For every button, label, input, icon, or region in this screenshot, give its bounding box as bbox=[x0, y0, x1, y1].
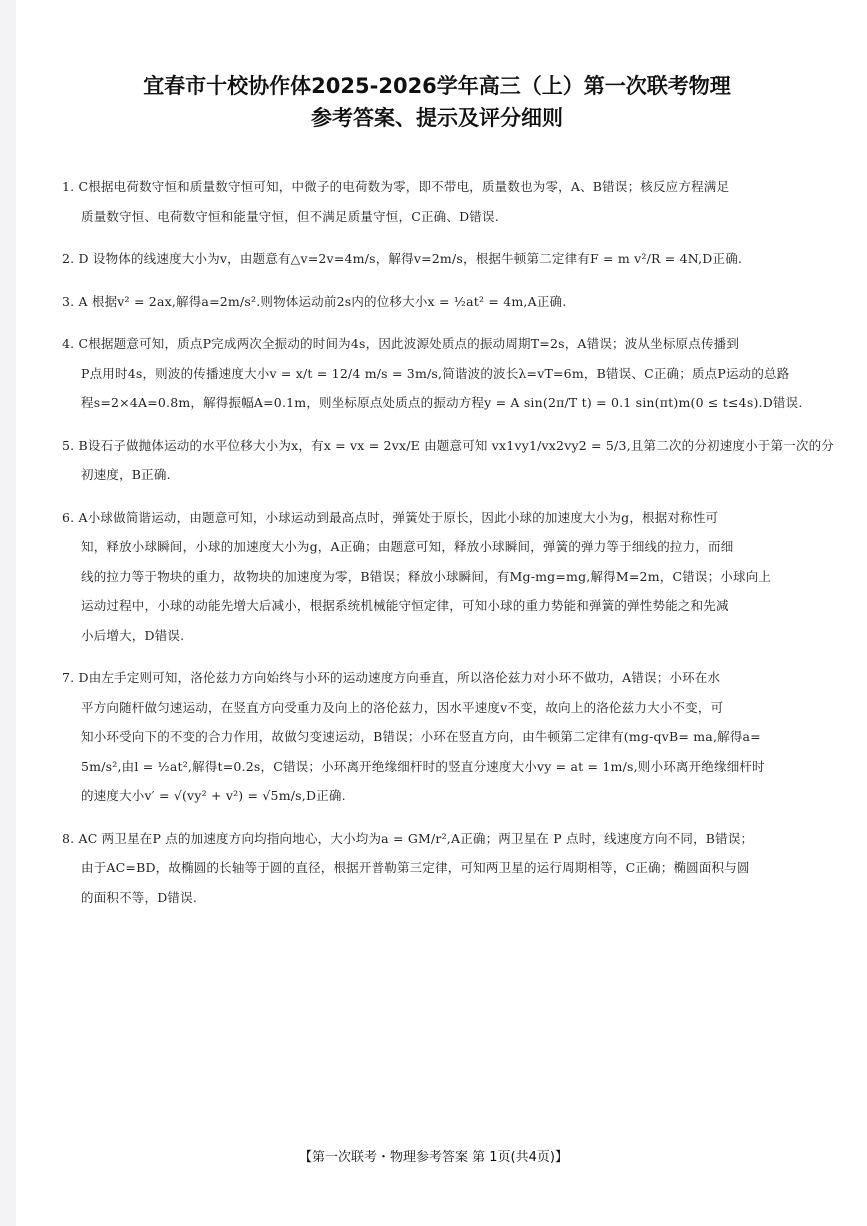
answer-line: 运动过程中，小球的动能先增大后减小，根据系统机械能守恒定律，可知小球的重力势能和弹簧的弹性势能之和先减 bbox=[81, 598, 729, 613]
answer-line: 初速度，B正确. bbox=[81, 467, 171, 482]
answer-line: 7. D由左手定则可知，洛伦兹力方向始终与小环的运动速度方向垂直，所以洛伦兹力对小环不做功，A错误；小环在水 bbox=[62, 670, 721, 685]
answer-item bbox=[62, 431, 834, 490]
answer-item bbox=[62, 287, 812, 317]
answer-line: 4. C根据题意可知，质点P完成两次全振动的时间为4s，因此波源处质点的振动周期T=2s，A错误；波从坐标原点传播到 bbox=[62, 336, 740, 351]
answer-line: 的速度大小v′ = √(vy² + v²) = √5m/s,D正确. bbox=[81, 788, 346, 803]
title-line-2: 参考答案、提示及评分细则 bbox=[311, 106, 563, 130]
answer-line: 小后增大，D错误. bbox=[81, 627, 185, 643]
answer-document bbox=[62, 70, 834, 925]
answer-line: 1. C根据电荷数守恒和质量数守恒可知，中微子的电荷数为零，即不带电，质量数也为零，A、B错误；核反应方程满足 bbox=[62, 179, 730, 194]
answer-line: 6. A小球做简谐运动，由题意可知，小球运动到最高点时，弹簧处于原长，因此小球的加速度大小为g，根据对称性可 bbox=[62, 509, 719, 525]
answer-line: 线的拉力等于物块的重力，故物块的加速度为零，B错误；释放小球瞬间，有Mg-mg=mg,解得M=2m，C错误；小球向上 bbox=[81, 568, 772, 584]
page-footer: 【第一次联考・物理参考答案 第 1页(共4页)】 bbox=[299, 1150, 568, 1165]
answer-line: 8. AC 两卫星在P 点的加速度方向均指向地心，大小均为a = GM/r²,A正确；两卫星在 P 点时，线速度方向不同，B错误； bbox=[62, 830, 754, 846]
answer-line: 5m/s²,由l = ½at²,解得t=0.2s，C错误；小环离开绝缘细杆时的竖直分速度大小vy = at = 1m/s,则小环离开绝缘细杆时 bbox=[81, 758, 765, 774]
title-line-1: 宜春市十校协作体2025-2026学年高三（上）第一次联考物理 bbox=[143, 74, 731, 98]
answer-line: 由于AC=BD，故椭圆的长轴等于圆的直径，根据开普勒第三定律，可知两卫星的运行周期相等，C正确；椭圆面积与圆 bbox=[81, 860, 750, 875]
answer-line: P点用时4s，则波的传播速度大小v = x/t = 12/4 m/s = 3m/s,简谐波的波长λ=vT=6m，B错误、C正确；质点P运动的总路 bbox=[81, 365, 790, 381]
answer-item bbox=[62, 244, 812, 274]
page-margin-strip bbox=[0, 0, 16, 1226]
answer-item bbox=[62, 329, 812, 418]
answer-line: 5. B设石子做抛体运动的水平位移大小为x，有x = vx = 2vx/E 由题意可知 vx1vy1/vx2vy2 = 5/3,且第二次的分初速度小于第一次的分 bbox=[62, 437, 834, 453]
answer-list bbox=[62, 172, 834, 912]
answer-item bbox=[62, 824, 812, 913]
answer-item bbox=[62, 172, 812, 231]
answer-line: 平方向随杆做匀速运动，在竖直方向受重力及向上的洛伦兹力，因水平速度v不变，故向上的洛伦兹力大小不变，可 bbox=[81, 699, 724, 715]
answer-line: 3. A 根据v² = 2ax,解得a=2m/s².则物体运动前2s内的位移大小x = ½at² = 4m,A正确. bbox=[62, 293, 567, 309]
answer-line: 程s=2×4A=0.8m，解得振幅A=0.1m，则坐标原点处质点的振动方程y = A sin(2π/T t) = 0.1 sin(πt)m(0 ≤ t≤4s).D错误. bbox=[81, 395, 803, 410]
answer-line: 质量数守恒、电荷数守恒和能量守恒，但不满足质量守恒，C正确、D错误. bbox=[81, 208, 499, 224]
answer-item bbox=[62, 663, 812, 811]
answer-line: 知，释放小球瞬间，小球的加速度大小为g，A正确；由题意可知，释放小球瞬间，弹簧的弹力等于细线的拉力，而细 bbox=[81, 539, 734, 554]
answer-line: 的面积不等，D错误. bbox=[81, 889, 197, 905]
answer-line: 2. D 设物体的线速度大小为v，由题意有△v=2v=4m/s，解得v=2m/s，根据牛顿第二定律有F = m v²/R = 4N,D正确. bbox=[62, 251, 743, 266]
answer-item bbox=[62, 503, 812, 651]
document-title bbox=[62, 70, 812, 134]
answer-line: 知小环受向下的不变的合力作用，故做匀变速运动，B错误；小环在竖直方向，由牛顿第二定律有(mg-qvB= ma,解得a= bbox=[81, 729, 761, 744]
